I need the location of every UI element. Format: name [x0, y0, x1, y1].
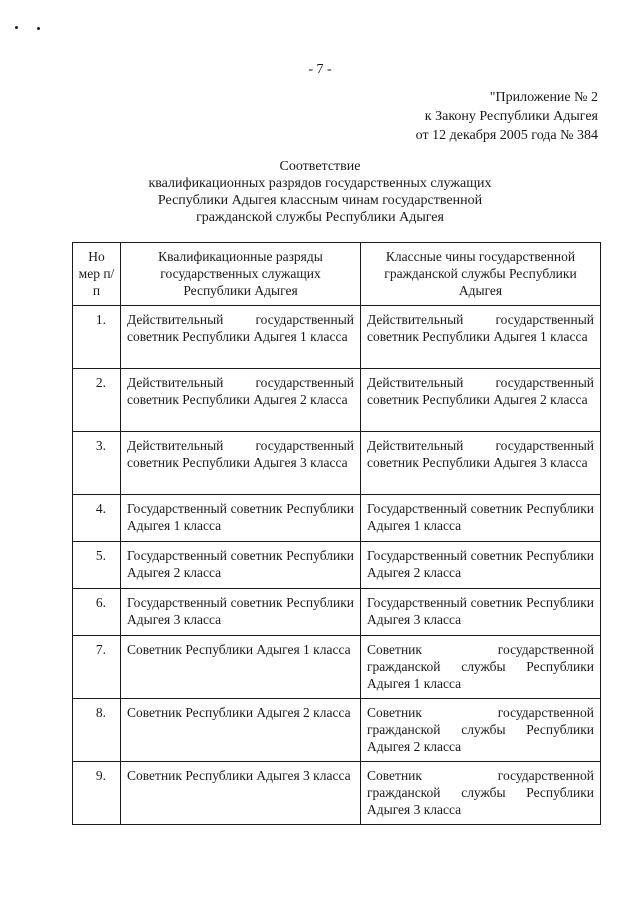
qualification-cell: Государственный советник Республики Адыгея 2 класса: [121, 542, 361, 589]
appendix-line: "Приложение № 2: [489, 90, 598, 105]
table-row: [73, 699, 601, 762]
table-row: [73, 306, 601, 369]
class-rank-cell: Государственный советник Республики Адыгея 2 класса: [361, 542, 601, 589]
row-number: 9.: [73, 762, 121, 825]
table-row: [73, 495, 601, 542]
rank-correspondence-table: [72, 242, 601, 825]
qualification-cell: Действительный государственный советник Республики Адыгея 3 класса: [121, 432, 361, 495]
appendix-line: к Закону Республики Адыгея: [424, 109, 598, 124]
class-rank-cell: Действительный государственный советник Республики Адыгея 3 класса: [361, 432, 601, 495]
title-line: Республики Адыгея классным чинам государственной: [157, 193, 483, 208]
row-number: 4.: [73, 495, 121, 542]
table-row: [73, 432, 601, 495]
class-rank-cell: Советник государственной гражданской службы Республики Адыгея 3 класса: [361, 762, 601, 825]
qualification-cell: Действительный государственный советник Республики Адыгея 1 класса: [121, 306, 361, 369]
appendix-heading: [416, 88, 598, 145]
row-number: 5.: [73, 542, 121, 589]
title-line: Соответствие: [279, 159, 361, 174]
class-rank-cell: Государственный советник Республики Адыгея 1 класса: [361, 495, 601, 542]
table-header-row: [73, 243, 601, 306]
class-rank-cell: Действительный государственный советник Республики Адыгея 1 класса: [361, 306, 601, 369]
page-number: - 7 -: [308, 62, 332, 77]
title-line: квалификационных разрядов государственных служащих: [148, 176, 492, 191]
qualification-cell: Государственный советник Республики Адыгея 1 класса: [121, 495, 361, 542]
class-rank-cell: Действительный государственный советник Республики Адыгея 2 класса: [361, 369, 601, 432]
column-header-number: Но мер п/п: [73, 243, 121, 306]
row-number: 1.: [73, 306, 121, 369]
table-row: [73, 542, 601, 589]
table-row: [73, 636, 601, 699]
row-number: 6.: [73, 589, 121, 636]
row-number: 3.: [73, 432, 121, 495]
table-row: [73, 369, 601, 432]
row-number: 2.: [73, 369, 121, 432]
scan-speck: [37, 27, 40, 30]
table-row: [73, 589, 601, 636]
class-rank-cell: Советник государственной гражданской службы Республики Адыгея 1 класса: [361, 636, 601, 699]
column-header-qualification: Квалификационные разряды государственных служащих Республики Адыгея: [121, 243, 361, 306]
qualification-cell: Советник Республики Адыгея 3 класса: [121, 762, 361, 825]
qualification-cell: Советник Республики Адыгея 2 класса: [121, 699, 361, 762]
appendix-line: от 12 декабря 2005 года № 384: [415, 128, 598, 143]
table-row: [73, 762, 601, 825]
qualification-cell: Советник Республики Адыгея 1 класса: [121, 636, 361, 699]
class-rank-cell: Советник государственной гражданской службы Республики Адыгея 2 класса: [361, 699, 601, 762]
document-title: [0, 158, 640, 226]
class-rank-cell: Государственный советник Республики Адыгея 3 класса: [361, 589, 601, 636]
column-header-class-rank: Классные чины государственной гражданской службы Республики Адыгея: [361, 243, 601, 306]
qualification-cell: Действительный государственный советник Республики Адыгея 2 класса: [121, 369, 361, 432]
qualification-cell: Государственный советник Республики Адыгея 3 класса: [121, 589, 361, 636]
row-number: 7.: [73, 636, 121, 699]
title-line: гражданской службы Республики Адыгея: [196, 210, 444, 225]
row-number: 8.: [73, 699, 121, 762]
scan-speck: [15, 26, 18, 29]
